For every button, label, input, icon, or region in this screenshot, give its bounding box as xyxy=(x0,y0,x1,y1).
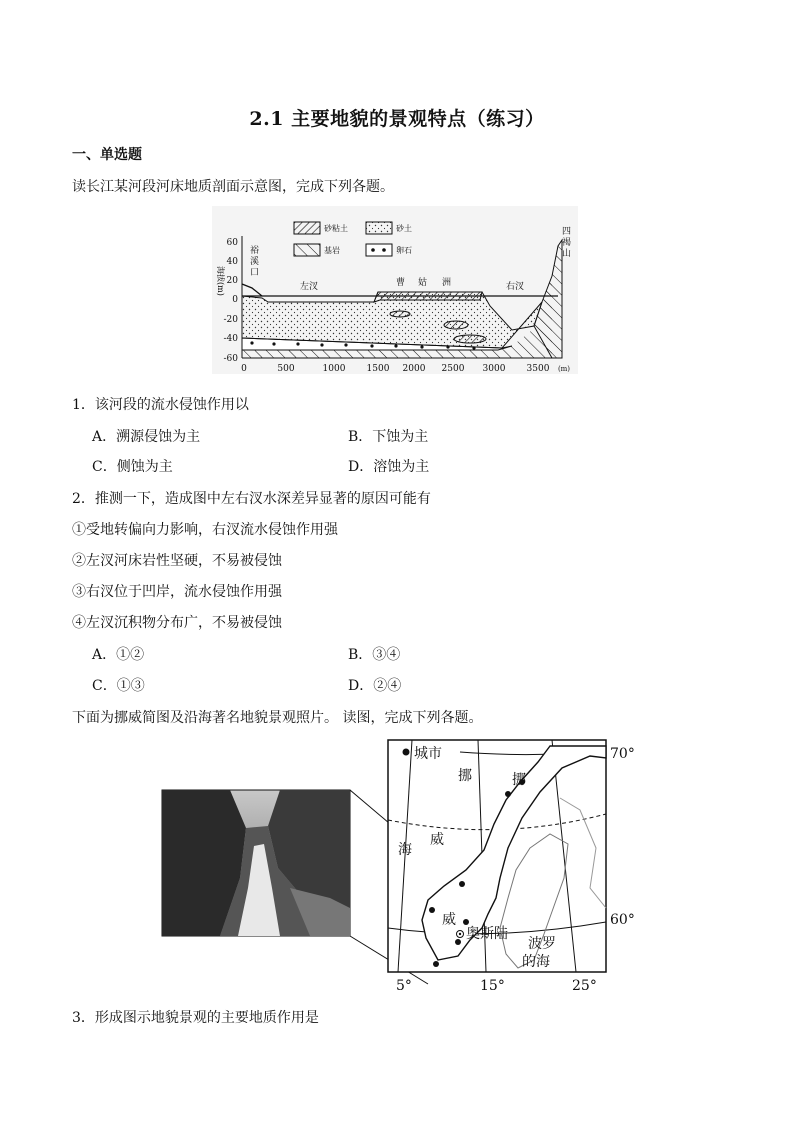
intro-text-1: 读长江某河段河床地质剖面示意图，完成下列各题。 xyxy=(72,179,394,195)
x-tick: 3500 xyxy=(526,364,550,374)
q2-option-d[interactable]: D．②④ xyxy=(348,678,402,694)
x-tick: 500 xyxy=(277,364,295,374)
q1-option-c[interactable]: C．侧蚀为主 xyxy=(92,459,173,475)
map-label: 挪 xyxy=(458,768,472,784)
q2-option-b[interactable]: B．③④ xyxy=(348,647,401,663)
island-label: 洲 xyxy=(442,278,452,288)
place-left: 裕 xyxy=(250,246,260,256)
q2-statement-3: ③右汊位于凹岸，流水侵蚀作用强 xyxy=(72,584,282,600)
question-2-stem: 2．推测一下，造成图中左右汊水深差异显著的原因可能有 xyxy=(72,491,431,507)
legend-label: 基岩 xyxy=(324,246,340,255)
q1-option-b[interactable]: B．下蚀为主 xyxy=(348,429,429,445)
q2-option-a[interactable]: A．①② xyxy=(92,647,145,663)
lat-label: 60° xyxy=(610,912,635,928)
place-right: 四 xyxy=(562,227,572,237)
map-label-baltic: 的海 xyxy=(522,954,550,970)
x-tick: 2500 xyxy=(441,364,465,374)
right-channel-label: 右汊 xyxy=(506,282,525,292)
lat-label: 70° xyxy=(610,746,635,762)
page-title: 2.1 主要地貌的景观特点（练习） xyxy=(249,108,545,130)
question-3-stem: 3．形成图示地貌景观的主要地质作用是 xyxy=(72,1010,319,1026)
y-axis-label: 海拔(m) xyxy=(216,266,225,296)
y-tick: 60 xyxy=(226,238,238,248)
q2-option-c[interactable]: C．①③ xyxy=(92,678,145,694)
lon-label: 25° xyxy=(572,978,597,994)
legend-label: 卵石 xyxy=(396,246,412,255)
q2-statement-2: ②左汊河床岩性坚硬，不易被侵蚀 xyxy=(72,553,282,569)
place-right: 褐 xyxy=(562,238,572,248)
y-tick: -60 xyxy=(223,354,238,364)
y-tick: 20 xyxy=(226,276,238,286)
lon-label: 15° xyxy=(480,978,505,994)
y-tick: -20 xyxy=(223,315,238,325)
legend-label: 砂土 xyxy=(396,224,412,233)
q1-option-a[interactable]: A．溯源侵蚀为主 xyxy=(92,429,201,445)
x-tick: 0 xyxy=(241,364,247,374)
x-tick: 1000 xyxy=(322,364,346,374)
island-label: 姑 xyxy=(418,278,428,288)
x-tick: 2000 xyxy=(402,364,426,374)
question-1-stem: 1．该河段的流水侵蚀作用以 xyxy=(72,397,249,413)
legend-label: 砂粘土 xyxy=(324,224,348,233)
y-tick: 0 xyxy=(232,295,238,305)
section-heading: 一、单选题 xyxy=(72,147,142,163)
place-right: 山 xyxy=(562,249,572,259)
lon-label: 5° xyxy=(396,978,412,994)
map-label: 威 xyxy=(442,912,456,928)
q2-statement-4: ④左汊沉积物分布广，不易被侵蚀 xyxy=(72,615,282,631)
map-label: 海 xyxy=(398,842,412,858)
x-unit: (m) xyxy=(557,365,571,373)
map-label-baltic: 波罗 xyxy=(528,936,556,952)
x-tick: 1500 xyxy=(366,364,390,374)
y-tick: 40 xyxy=(226,257,238,267)
place-left: 口 xyxy=(250,268,260,278)
map-label: 威 xyxy=(430,832,444,848)
x-tick: 3000 xyxy=(482,364,506,374)
y-tick: -40 xyxy=(223,334,238,344)
q2-statement-1: ①受地转偏向力影响，右汊流水侵蚀作用强 xyxy=(72,522,338,538)
map-label: 挪 xyxy=(512,772,526,788)
left-channel-label: 左汊 xyxy=(300,282,319,292)
intro-text-2: 下面为挪威简图及沿海著名地貌景观照片。 读图，完成下列各题。 xyxy=(72,710,483,726)
map-label-oslo: 奥斯陆 xyxy=(466,926,508,942)
map-legend-city: 城市 xyxy=(414,746,442,762)
river-cross-section-figure xyxy=(212,206,578,374)
q1-option-d[interactable]: D．溶蚀为主 xyxy=(348,459,430,475)
island-label: 曹 xyxy=(396,278,406,288)
norway-map-figure xyxy=(160,738,635,994)
fjord-photo xyxy=(162,790,350,936)
place-left: 溪 xyxy=(250,257,260,267)
